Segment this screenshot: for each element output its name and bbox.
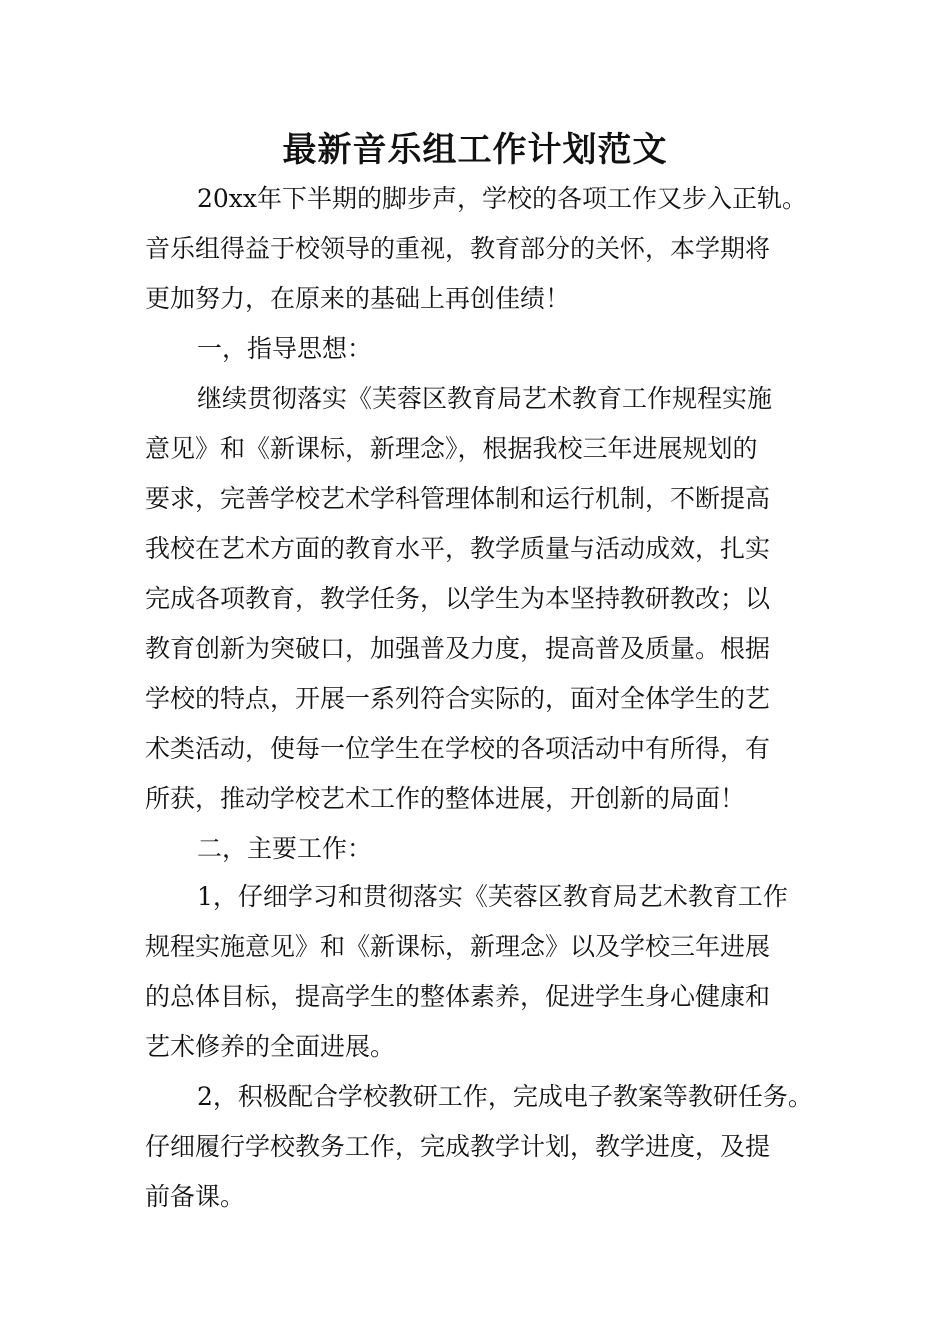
paragraph-line: 术类活动，使每一位学生在学校的各项活动中有所得，有 bbox=[145, 734, 771, 763]
paragraph-line: 规程实施意见》和《新课标，新理念》以及学校三年进展 bbox=[145, 932, 771, 961]
paragraph-line: 前备课。 bbox=[145, 1182, 246, 1211]
paragraph-line: 的总体目标，提高学生的整体素养，促进学生身心健康和 bbox=[145, 982, 771, 1011]
paragraph-line: 2，积极配合学校教研工作，完成电子教案等教研任务。 bbox=[197, 1082, 813, 1111]
paragraph-line: 完成各项教育，教学任务，以学生为本坚持教研教改；以 bbox=[145, 584, 771, 613]
paragraph-line: 我校在艺术方面的教育水平，教学质量与活动成效，扎实 bbox=[145, 534, 771, 563]
paragraph-line: 20xx年下半期的脚步声，学校的各项工作又步入正轨。 bbox=[197, 184, 808, 213]
paragraph-line: 艺术修养的全面进展。 bbox=[145, 1032, 396, 1061]
paragraph-line: 教育创新为突破口，加强普及力度，提高普及质量。根据 bbox=[145, 634, 771, 663]
paragraph-line: 继续贯彻落实《芙蓉区教育局艺术教育工作规程实施 bbox=[197, 384, 773, 413]
section-heading: 二，主要工作： bbox=[197, 834, 373, 863]
paragraph-line: 1，仔细学习和贯彻落实《芙蓉区教育局艺术教育工作 bbox=[197, 882, 788, 911]
paragraph-line: 要求，完善学校艺术学科管理体制和运行机制，不断提高 bbox=[145, 484, 771, 513]
paragraph-line: 学校的特点，开展一系列符合实际的，面对全体学生的艺 bbox=[145, 684, 771, 713]
paragraph-line: 所获，推动学校艺术工作的整体进展，开创新的局面！ bbox=[145, 784, 746, 813]
paragraph-line: 意见》和《新课标，新理念》，根据我校三年进展规划的 bbox=[145, 434, 758, 463]
section-heading: 一，指导思想： bbox=[197, 334, 373, 363]
document-title: 最新音乐组工作计划范文 bbox=[282, 130, 668, 170]
paragraph-line: 更加努力，在原来的基础上再创佳绩！ bbox=[145, 284, 571, 313]
paragraph-line: 仔细履行学校教务工作，完成教学计划，教学进度，及提 bbox=[145, 1132, 771, 1161]
paragraph-line: 音乐组得益于校领导的重视，教育部分的关怀，本学期将 bbox=[145, 234, 771, 263]
